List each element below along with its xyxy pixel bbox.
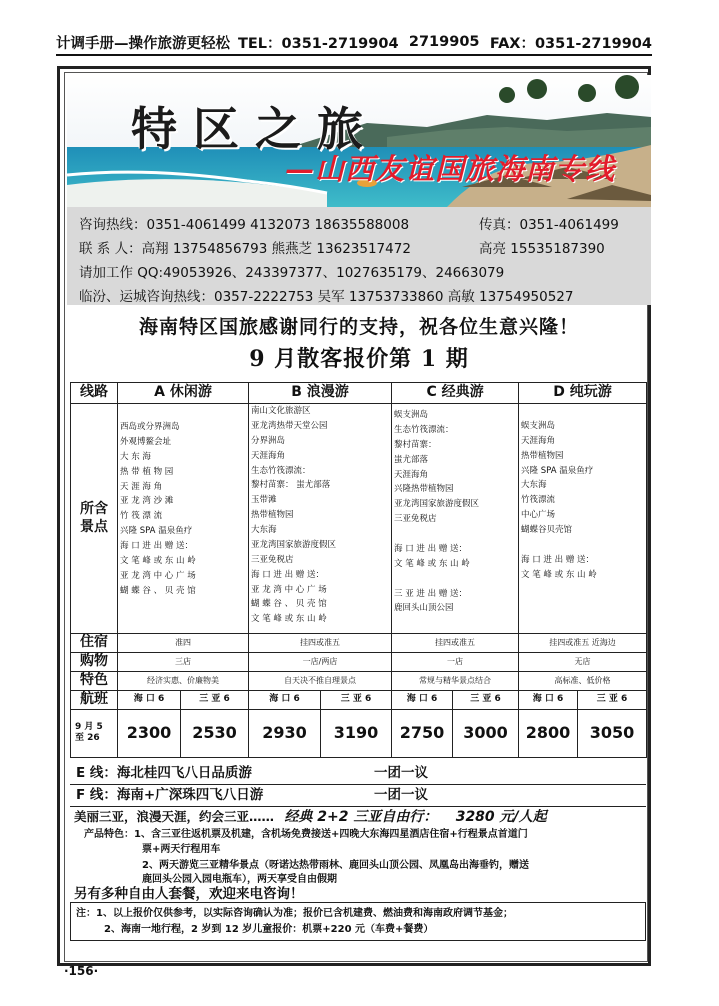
price-b-haikou: 2930 [249,709,321,757]
notes-box [70,902,646,941]
note-2: 2、海南一地行程，2 岁到 12 岁儿童报价：机票+220 元（车费+餐费） [104,923,434,935]
route-header-row [71,383,647,404]
header-tel: TEL：0351-2719904 [238,35,399,52]
line-e-label: E 线：海北桂四飞八日品质游 [76,765,252,781]
promo-price: 3280 元/人起 [455,809,547,825]
flight-d-haikou: 海 口 6 [519,690,578,709]
spot-item: 文 笔 峰 或 东 山 岭 [394,558,470,569]
feature-c: 常规与精华景点结合 [392,671,519,690]
spot-item: 黎村苗寨： 蚩尤部落 [251,480,331,491]
flight-row [71,690,647,709]
spot-item: 文 笔 峰 或 东 山 岭 [120,555,196,566]
route-d: D 纯玩游 [519,383,647,404]
spots-label: 所含景点 [71,404,118,634]
spot-item: 海 口 进 出 赠 送： [120,541,194,551]
spot-item: 海 口 进 出 赠 送： [251,569,325,580]
spot-item: 天涯海角 [251,450,286,461]
spot-item: 兴隆 SPA 温泉鱼疗 [120,526,193,537]
price-d-haikou: 2800 [519,709,578,757]
header-bar [56,30,652,56]
banner-subtitle: —山西友谊国旅海南专线 [285,152,616,186]
contact-fax: 传真：0351-4061499 [479,217,619,233]
spot-item: 三亚免税店 [251,554,294,565]
spot-item: 天 涯 海 角 [120,481,163,492]
spot-item: 大东海 [251,525,277,535]
price-row [71,709,647,757]
spot-item: 亚 龙 湾 中 心 广 场 [120,570,196,581]
spot-item: 生态竹筏漂流： [394,424,454,435]
spot-item: 亚 龙 湾 沙 滩 [120,496,174,507]
price-b-sanya: 3190 [321,709,392,757]
spot-item: 生态竹筏漂流： [251,465,311,476]
date-line-1: 9 月 5 [75,721,103,732]
spot-item: 鹿回头山顶公园 [394,603,454,614]
spot-item: 玉带滩 [251,495,277,506]
promo-feature-2a: 2、两天游览三亚精华景点（呀诺达热带雨林、鹿回头山顶公园、凤凰岛出海垂钓，赠送 [142,860,529,871]
spot-item: 中心广场 [521,510,556,521]
stay-d: 挂四或准五 近海边 [519,634,647,653]
spot-item: 竹筏漂流 [521,495,556,506]
flight-a-sanya: 三 亚 6 [181,690,249,709]
flight-c-haikou: 海 口 6 [392,690,453,709]
route-b: B 浪漫游 [249,383,392,404]
spots-b [249,404,392,634]
price-a-haikou: 2300 [118,709,181,757]
line-e-status: 一团一议 [374,765,428,781]
price-d-sanya: 3050 [578,709,647,757]
flight-c-sanya: 三 亚 6 [453,690,519,709]
spot-item: 外观博鳌会址 [120,436,172,447]
feature-label: 特色 [71,671,118,690]
price-table [70,382,647,758]
spot-item: 大 东 海 [120,451,151,462]
line-f-label: F 线：海南+广深珠四飞八日游 [76,787,264,803]
spot-item: 三亚免税店 [394,514,437,525]
stay-row [71,634,647,653]
line-e [70,762,646,785]
header-fax: FAX：0351-2719904 [489,35,652,52]
shop-c: 一店 [392,652,519,671]
route-a: A 休闲游 [118,383,249,404]
spot-item: 热 带 植 物 园 [120,466,174,477]
stay-b: 挂四或准五 [249,634,392,653]
spot-item: 蚩尤部落 [394,454,429,465]
thanks-message: 海南特区国旅感谢同行的支持，祝各位生意兴隆！ [138,316,579,338]
line-f [70,784,646,807]
spot-item: 蝴 蝶 谷 、 贝 壳 馆 [120,585,196,596]
price-c-haikou: 2750 [392,709,453,757]
spot-item: 竹 筏 漂 流 [120,511,163,522]
promo-more: 另有多种自由人套餐，欢迎来电咨询！ [74,886,304,902]
spot-item [521,404,644,419]
contact-linfen-yuncheng: 临汾、运城咨询热线：0357-2222753 吴军 13753733860 高敏 13754950527 [79,289,574,305]
spot-item: 海 口 进 出 赠 送： [521,554,595,565]
spot-item: 蜈支洲岛 [394,410,429,420]
price-a-sanya: 2530 [181,709,249,757]
spots-row [71,404,647,634]
shop-b: 一店/两店 [249,652,392,671]
flight-label: 航班 [71,690,118,709]
spot-item: 大东海 [521,480,547,491]
feature-a: 经济实惠、价廉物美 [118,671,249,690]
stay-label: 住宿 [71,634,118,653]
spot-item: 兴隆 SPA 温泉鱼疗 [521,465,594,476]
header-slogan: 计调手册—操作旅游更轻松 [56,35,230,52]
banner-title: 特区之旅 [131,102,379,156]
promo-feature-1a: 产品特色：1、含三亚往返机票及机建，含机场免费接送+四晚大东海四星酒店住宿+行程景点首道门 [84,829,528,840]
spot-item: 热带植物园 [521,450,564,461]
spot-item: 亚龙湾国家旅游度假区 [394,499,480,510]
contact-person-gaoliang: 高亮 15535187390 [479,241,605,257]
date-range [71,709,118,757]
header-tel2: 2719905 [408,34,480,50]
stay-a: 准四 [118,634,249,653]
spot-item: 天涯海角 [394,469,429,480]
shop-row [71,652,647,671]
promo-feature-1b: 票+两天行程用车 [142,844,221,855]
spot-item [394,527,516,542]
flight-a-haikou: 海 口 6 [118,690,181,709]
stay-c: 挂四或准五 [392,634,519,653]
spot-item: 文 笔 峰 或 东 山 岭 [521,569,597,580]
spot-item: 蝴蝶谷贝壳馆 [521,525,573,535]
spot-item: 蝴 蝶 谷 、 贝 壳 馆 [251,599,327,610]
spot-item: 分界洲岛 [251,435,286,446]
spot-item: 亚 龙 湾 中 心 广 场 [251,584,327,595]
spot-item: 亚龙湾国家旅游度假区 [251,539,337,550]
page-number: ·156· [64,964,99,978]
spot-item: 西岛或分界洲岛 [120,422,180,432]
promo-highlight: 经典 2+2 三亚自由行： [284,809,438,825]
banner-image [67,75,651,207]
flight-d-sanya: 三 亚 6 [578,690,647,709]
contact-panel [67,207,651,305]
feature-b: 自天决不推自理景点 [249,671,392,690]
spots-a [118,404,249,634]
spots-c [392,404,519,634]
spot-item [394,572,516,587]
issue-title: 9 月散客报价第 1 期 [249,346,469,372]
spot-item: 天涯海角 [521,435,556,446]
spot-item: 南山文化旅游区 [251,406,311,416]
spot-item: 海 口 进 出 赠 送： [394,543,468,554]
promo-head: 美丽三亚，浪漫天涯，约会三亚…… [74,809,275,824]
spot-item: 兴隆热带植物园 [394,484,454,495]
flight-b-sanya: 三 亚 6 [321,690,392,709]
spot-item: 亚龙湾热带天堂公园 [251,420,328,431]
line-f-status: 一团一议 [374,787,428,803]
spot-item: 文 笔 峰 或 东 山 岭 [251,614,327,625]
spot-item: 三 亚 进 出 赠 送： [394,588,468,599]
spot-item [521,538,644,553]
contact-qq: 请加工作 QQ:49053926、243397377、1027635179、24663079 [79,265,505,281]
shop-a: 三店 [118,652,249,671]
route-label: 线路 [71,383,118,404]
shop-d: 无店 [519,652,647,671]
spot-item: 热带植物园 [251,510,294,521]
feature-row [71,671,647,690]
promo-feature-2b: 鹿回头公园入园电瓶车），两天享受自由假期 [142,874,337,885]
note-1: 注：1、以上报价仅供参考，以实际咨询确认为准；报价已含机建费、燃油费和海南政府调节基金； [76,908,513,919]
promo-headline [74,806,547,826]
shop-label: 购物 [71,652,118,671]
route-c: C 经典游 [392,383,519,404]
price-c-sanya: 3000 [453,709,519,757]
spot-item: 黎村苗寨： [394,439,437,450]
spots-d [519,404,647,634]
contact-hotline: 咨询热线：0351-4061499 4132073 18635588008 [79,217,410,233]
contact-persons: 联 系 人：高翔 13754856793 熊燕芝 13623517472 [79,241,411,257]
date-line-2: 至 26 [75,733,100,743]
spot-item: 蜈支洲岛 [521,420,556,431]
flight-b-haikou: 海 口 6 [249,690,321,709]
feature-d: 高标准、低价格 [519,671,647,690]
